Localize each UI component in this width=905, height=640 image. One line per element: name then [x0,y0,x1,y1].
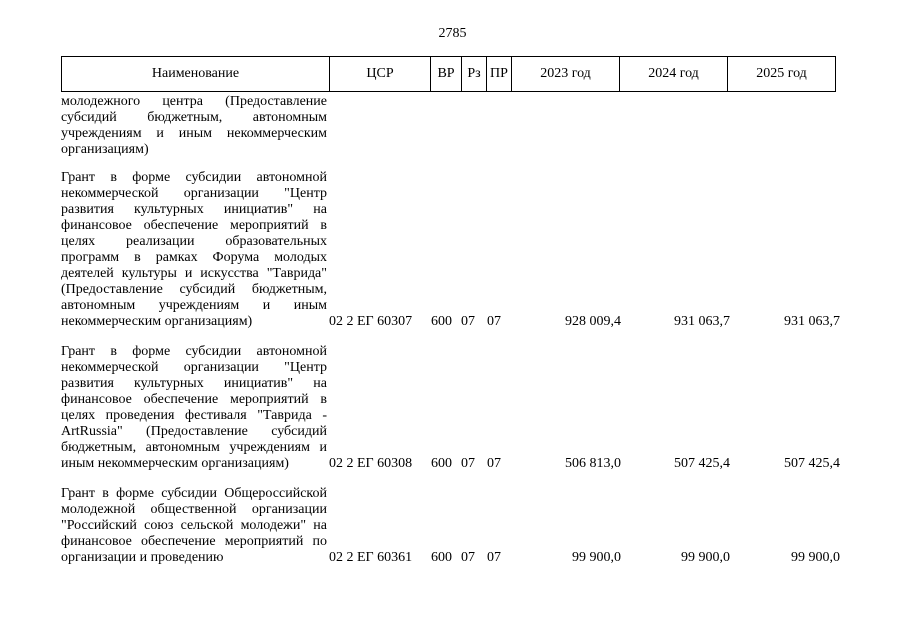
row-2025: 507 425,4 [784,456,840,471]
row-2023: 99 900,0 [572,550,621,565]
row-pr: 07 [487,314,501,329]
row-2024: 99 900,0 [681,550,730,565]
row-name: Грант в форме субсидии Общероссийской молодежной общественной организации "Российский союз сельской молодежи" на финансовое обеспечение мероприятий по организации и проведению [61,486,327,565]
page-number: 2785 [438,26,467,41]
row-csr: 02 2 ЕГ 60308 [329,456,413,471]
row-vr: 600 [431,314,452,329]
row-2025: 931 063,7 [784,314,840,329]
row-name: молодежного центра (Предоставление субсидий бюджетным, автономным учреждениям и иным некоммерческим организациям) [61,94,327,157]
row-csr: 02 2 ЕГ 60361 [329,550,413,565]
header-vr: ВР [431,57,462,92]
row-2024: 507 425,4 [674,456,730,471]
table-header [61,56,836,92]
header-csr: ЦСР [330,57,431,92]
row-rz: 07 [461,456,475,471]
table-row [61,344,841,472]
row-rz: 07 [461,550,475,565]
header-name: Наименование [62,57,330,92]
table-body [61,94,841,580]
row-values [61,314,841,330]
row-2023: 928 009,4 [565,314,621,329]
table-row [61,486,841,566]
header-rz: Рз [462,57,487,92]
row-csr: 02 2 ЕГ 60307 [329,314,413,329]
header-2024: 2024 год [620,57,728,92]
row-name: Грант в форме субсидии автономной некоммерческой организации "Центр развития культурных инициатив" на финансовое обеспечение мероприятий в целях проведения фестиваля "Таврида - ArtRussia" (Предоставление субсидий бюджетным, автономным учреждениям и иным некоммерческим организациям) [61,344,327,471]
row-pr: 07 [487,550,501,565]
row-2023: 506 813,0 [565,456,621,471]
row-vr: 600 [431,550,452,565]
row-vr: 600 [431,456,452,471]
row-values [61,550,841,566]
row-values [61,456,841,472]
header-2023: 2023 год [512,57,620,92]
header-pr: ПР [487,57,512,92]
table-row [61,170,841,330]
row-rz: 07 [461,314,475,329]
header-2025: 2025 год [728,57,836,92]
table-row [61,94,841,158]
row-pr: 07 [487,456,501,471]
row-2025: 99 900,0 [791,550,840,565]
row-name: Грант в форме субсидии автономной некоммерческой организации "Центр развития культурных инициатив" на финансовое обеспечение мероприятий в целях реализации образовательных программ в рамках Форума молодых деятелей культуры и искусства "Таврида" (Предоставление субсидий бюджетным, автономным учреждениям и иным некоммерческим организациям) [61,170,327,329]
row-2024: 931 063,7 [674,314,730,329]
